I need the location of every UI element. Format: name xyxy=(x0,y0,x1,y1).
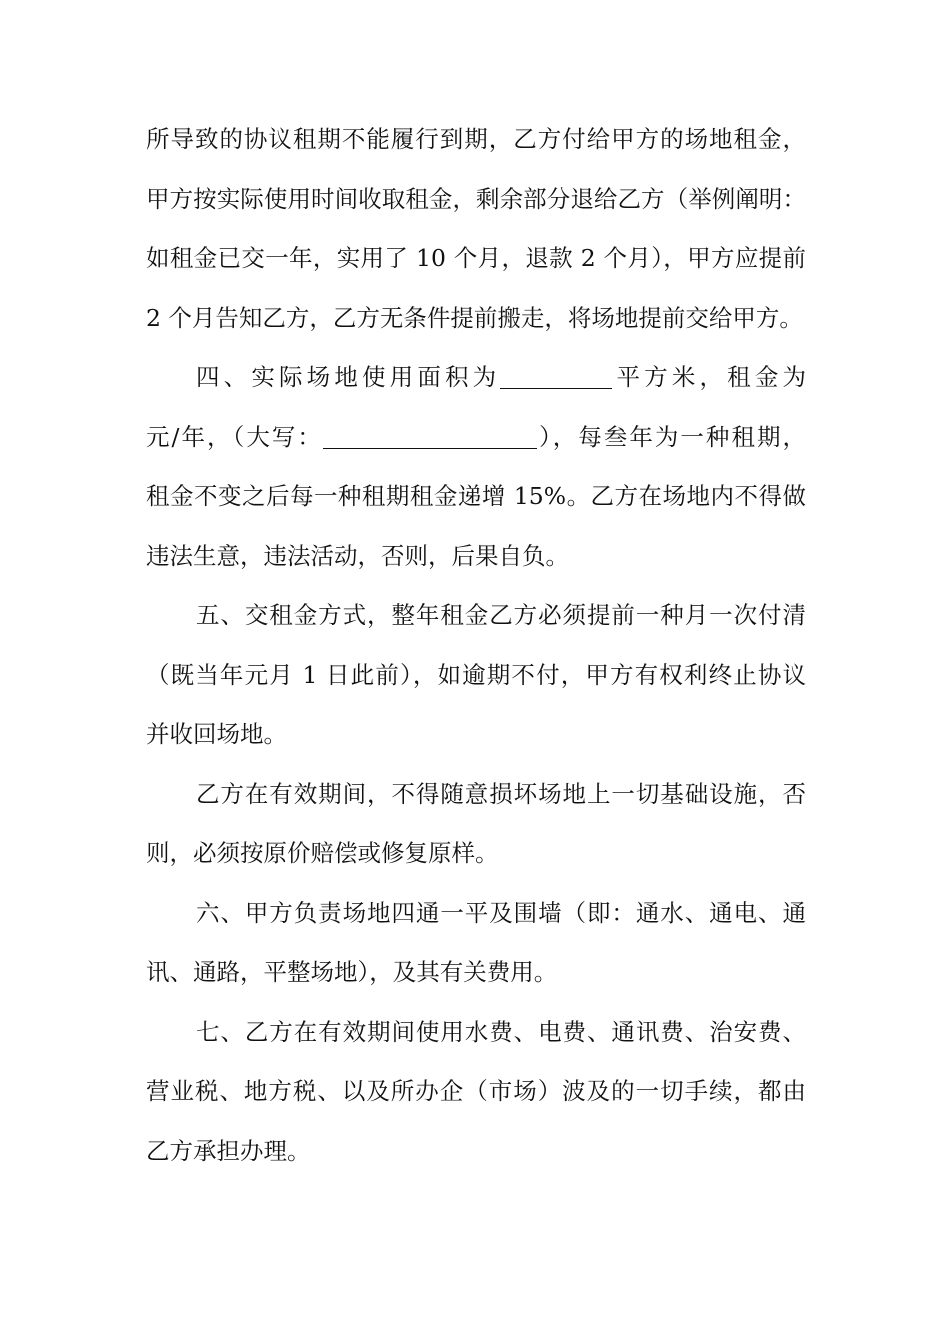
area-clause-line xyxy=(196,357,806,397)
text-line: 乙方承担办理。 xyxy=(146,1137,311,1165)
text-line: 六、甲方负责场地四通一平及围墙（即：通水、通电、通 xyxy=(196,899,806,927)
text-line: 并收回场地。 xyxy=(146,720,287,748)
text-line: 如租金已交一年，实用了 10 个月，退款 2 个月），甲方应提前 xyxy=(146,244,806,272)
text-line: 则，必须按原价赔偿或修复原样。 xyxy=(146,839,499,867)
area-clause-suffix: 平方米，租金为 xyxy=(612,363,806,391)
area-clause-prefix: 四、实际场地使用面积为 xyxy=(196,363,501,391)
text-line: 七、乙方在有效期间使用水费、电费、通讯费、治安费、 xyxy=(196,1018,806,1046)
text-line: 租金不变之后每一种租期租金递增 15%。乙方在场地内不得做 xyxy=(146,482,806,510)
rent-amount-line xyxy=(146,417,806,457)
text-line: 2 个月告知乙方，乙方无条件提前搬走，将场地提前交给甲方。 xyxy=(146,304,803,332)
text-line: 营业税、地方税、以及所办企（市场）波及的一切手续，都由 xyxy=(146,1077,806,1105)
area-blank xyxy=(500,362,612,389)
text-line: 违法生意，违法活动，否则，后果自负。 xyxy=(146,542,569,570)
text-line: 五、交租金方式，整年租金乙方必须提前一种月一次付清 xyxy=(196,601,806,629)
text-line: （既当年元月 1 日此前），如逾期不付，甲方有权利终止协议 xyxy=(146,661,806,689)
text-line: 乙方在有效期间，不得随意损坏场地上一切基础设施，否 xyxy=(196,780,806,808)
text-line: 所导致的协议租期不能履行到期，乙方付给甲方的场地租金， xyxy=(146,125,806,153)
text-line: 讯、通路，平整场地），及其有关费用。 xyxy=(146,958,558,986)
rent-amount-blank xyxy=(323,422,537,449)
rent-amount-prefix: 元/年，（大写： xyxy=(146,423,323,451)
text-line: 甲方按实际使用时间收取租金，剩余部分退给乙方（举例阐明： xyxy=(146,185,806,213)
rent-amount-suffix: ），每叁年为一种租期， xyxy=(536,423,806,451)
